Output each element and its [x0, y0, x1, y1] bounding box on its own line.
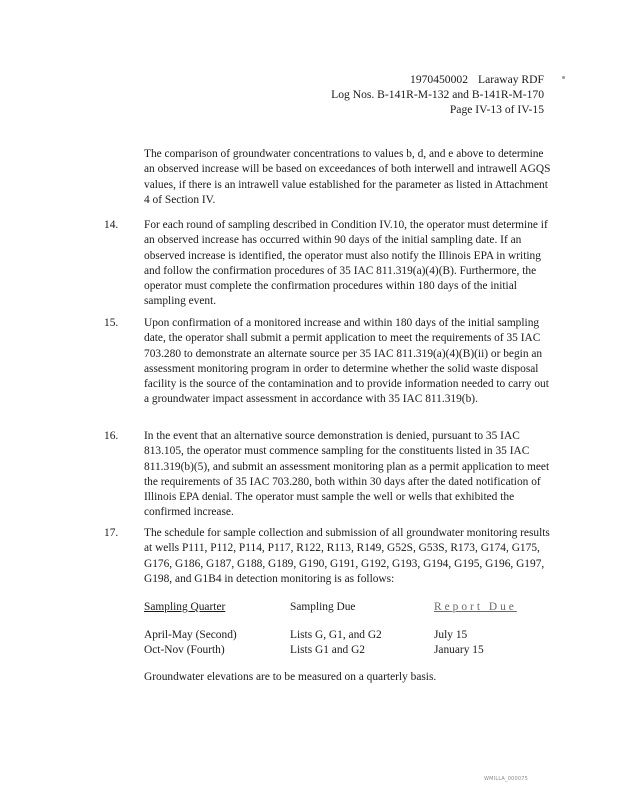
column-header-sampling-due: Sampling Due — [290, 601, 356, 613]
condition-item-14 — [104, 218, 554, 310]
condition-item-16 — [104, 429, 554, 521]
condition-item-15 — [104, 316, 554, 408]
column-header-sampling-quarter: Sampling Quarter — [144, 601, 226, 613]
table-cell: Lists G, G1, and G2 — [290, 629, 382, 641]
column-header-report-due: Report Due — [434, 601, 517, 613]
bates-number: WMILLA_000075 — [484, 776, 529, 782]
page-number: Page IV-13 of IV-15 — [449, 103, 544, 116]
scan-speck — [562, 76, 565, 79]
item-number: 16. — [104, 430, 119, 442]
groundwater-elevation-note: Groundwater elevations are to be measured on a quarterly basis. — [144, 671, 437, 683]
table-cell: January 15 — [434, 644, 484, 656]
condition-item-17 — [104, 526, 554, 587]
facility-name: Laraway RDF — [477, 73, 544, 86]
table-cell: Lists G1 and G2 — [290, 644, 365, 656]
table-cell: Oct-Nov (Fourth) — [144, 644, 225, 656]
item-text: In the event that an alternative source demonstration is denied, pursuant to 35 IAC 813.105, the operator must commence sampling for the constituents listed in 35 IAC 811.319(b)(5), and submit an assessment monitoring plan as a permit application to meet the requirements of 35 IAC 703.280, both within 30 days after the dated notification of Illinois EPA denial. The operator must sample the well or wells that exhibited the confirmed increase. — [144, 430, 550, 519]
facility-id: 1970450002 — [410, 73, 468, 86]
item-number: 17. — [104, 527, 119, 539]
item-text: The schedule for sample collection and submission of all groundwater monitoring results at wells P111, P112, P114, P117, R122, R113, R149, G52S, G53S, R173, G174, G175, G176, G186, G187, G188, G189, G190, G191, G192, G193, G194, G195, G196, G197, G198, and G1B4 in detection monitoring is as follows: — [144, 527, 550, 585]
page-header — [331, 72, 544, 117]
table-cell: April-May (Second) — [144, 629, 237, 641]
item-number: 14. — [104, 219, 119, 231]
log-numbers: Log Nos. B-141R-M-132 and B-141R-M-170 — [331, 88, 544, 101]
item-text: Upon confirmation of a monitored increase and within 180 days of the initial sampling date, the operator shall submit a permit application to meet the requirements of 35 IAC 703.280 to demonstrate an alternate source per 35 IAC 811.319(a)(4)(B)(ii) or begin an assessment monitoring program in order to determine whether the solid waste disposal facility is the source of the contamination and to provide information needed to carry out a groundwater impact assessment in accordance with 35 IAC 811.319(b). — [144, 317, 549, 406]
table-cell: July 15 — [434, 629, 468, 641]
header-line-1 — [331, 72, 544, 87]
item-number: 15. — [104, 317, 119, 329]
item-text: For each round of sampling described in Condition IV.10, the operator must determine if an observed increase has occurred within 90 days of the initial sampling date. If an observed increase is identified, the operator must also notify the Illinois EPA in writing and follow the confirmation procedures of 35 IAC 811.319(a)(4)(B). Furthermore, the operator must complete the confirmation procedures within 180 days of the initial sampling event. — [144, 219, 548, 308]
intro-paragraph: The comparison of groundwater concentrations to values b, d, and e above to determine an observed increase will be based on exceedances of both interwell and intrawell AGQS values, if there is an intrawell value established for the parameter as listed in Attachment 4 of Section IV. — [144, 148, 551, 206]
